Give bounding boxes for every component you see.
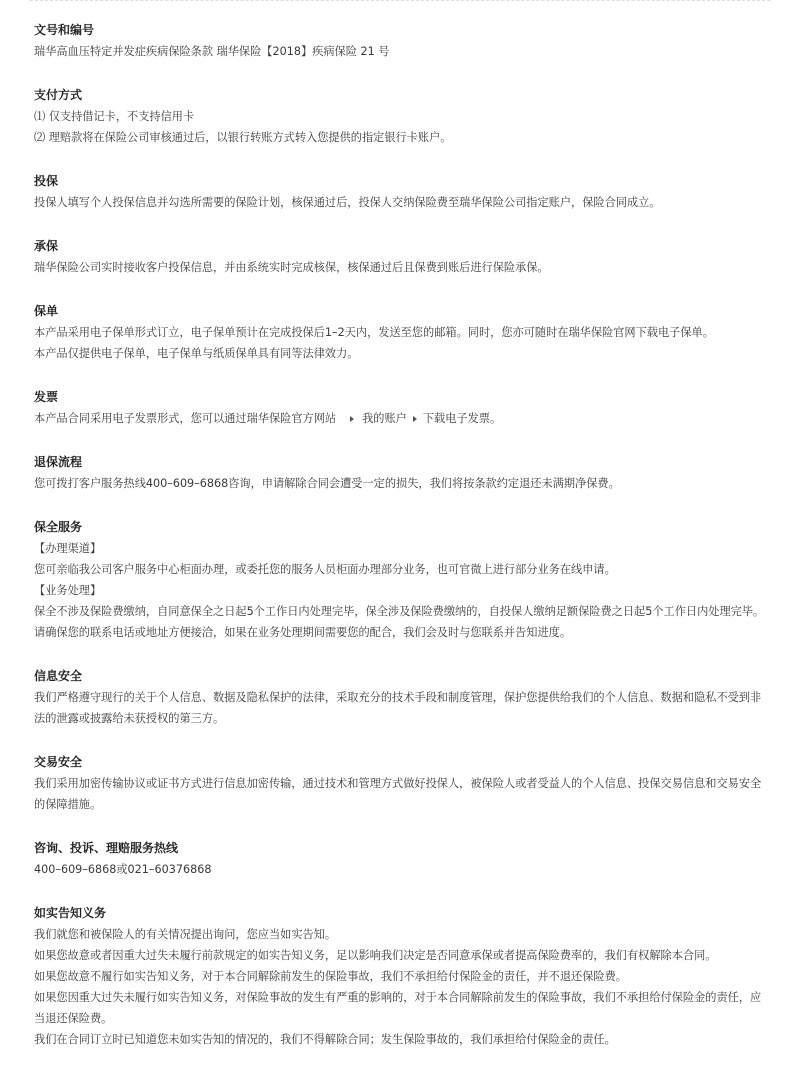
process-label: 【业务处理】 [34,584,102,597]
section-title: 保全服务 [34,520,83,534]
section-title: 文号和编号 [34,23,95,37]
section-text: 本产品仅提供电子保单，电子保单与纸质保单具有同等法律效力。 [34,347,359,360]
section-hotline [34,838,774,880]
section-text: 我们采用加密传输协议或证书方式进行信息加密传输，通过技术和管理方式做好投保人，被保险人或者受益人的个人信息、投保交易信息和交易安全的保障措施。 [34,777,762,811]
section-disclosure [34,903,774,1050]
section-text: 我们就您和被保险人的有关情况提出询问，您应当如实告知。 [34,928,337,941]
section-text: 请确保您的联系电话或地址方便接洽，如果在业务处理期间需要您的配合，我们会及时与您联系并告知进度。 [34,626,572,639]
section-text: 您可亲临我公司客户服务中心柜面办理，或委托您的服务人员柜面办理部分业务，也可官微上进行部分业务在线申请。 [34,563,616,576]
section-payment [34,85,774,148]
section-text: 瑞华保险公司实时接收客户投保信息，并由系统实时完成核保，核保通过后且保费到账后进行保险承保。 [34,261,549,274]
section-policy [34,301,774,364]
section-title: 咨询、投诉、理赔服务热线 [34,841,179,855]
section-text: 投保人填写个人投保信息并勾选所需要的保险计划，核保通过后，投保人交纳保险费至瑞华保险公司指定账户，保险合同成立。 [34,196,661,209]
section-title: 信息安全 [34,669,83,683]
section-invoice [34,387,774,429]
section-text: ⑴ 仅支持借记卡，不支持信用卡 [34,110,195,123]
section-text: 您可拨打客户服务热线400–609–6868咨询，申请解除合同会遭受一定的损失，我们将按条款约定退还未满期净保费。 [34,477,620,490]
policy-info-content [34,20,774,1073]
section-title: 交易安全 [34,755,83,769]
section-text: ⑵ 理赔款将在保险公司审核通过后，以银行转账方式转入您提供的指定银行卡账户。 [34,131,452,144]
section-text: 如果您故意或者因重大过失未履行前款规定的如实告知义务，足以影响我们决定是否同意承保或者提高保险费率的，我们有权解除本合同。 [34,949,717,962]
section-text: 如果您因重大过失未履行如实告知义务，对保险事故的发生有严重的影响的，对于本合同解除前发生的保险事故，我们不承担给付保险金的责任，应当退还保险费。 [34,991,762,1025]
top-divider [30,0,770,1]
invoice-text-after: 下载电子发票。 [422,412,502,425]
hotline-numbers: 400–609–6868或021–60376868 [34,863,212,876]
channel-label: 【办理渠道】 [34,542,102,555]
section-underwrite [34,236,774,278]
section-text [34,408,774,429]
section-text: 我们在合同订立时已知道您未如实告知的情况的，我们不得解除合同；发生保险事故的，我们承担给付保险金的责任。 [34,1033,616,1046]
section-apply [34,171,774,213]
my-account-link[interactable]: 我的账户 [362,412,407,425]
invoice-text-before: 本产品合同采用电子发票形式，您可以通过瑞华保险官方网站 [34,412,337,425]
section-title: 投保 [34,174,59,188]
section-title: 退保流程 [34,455,83,469]
section-surrender [34,452,774,494]
section-preservation [34,517,774,643]
arrow-right-icon [350,416,354,422]
section-text: 我们严格遵守现行的关于个人信息、数据及隐私保护的法律，采取充分的技术手段和制度管理，保护您提供给我们的个人信息、数据和隐私不受到非法的泄露或披露给未获授权的第三方。 [34,691,762,725]
section-info-security [34,666,774,729]
arrow-right-icon [413,416,417,422]
section-text: 保全不涉及保险费缴纳，自同意保全之日起5个工作日内处理完毕，保全涉及保险费缴纳的，自投保人缴纳足额保险费之日起5个工作日内处理完毕。 [34,605,765,618]
section-title: 承保 [34,239,59,253]
section-text: 本产品采用电子保单形式订立，电子保单预计在完成投保后1–2天内，发送至您的邮箱。同时，您亦可随时在瑞华保险官网下载电子保单。 [34,326,714,339]
section-title: 保单 [34,304,59,318]
section-text: 如果您故意不履行如实告知义务，对于本合同解除前发生的保险事故，我们不承担给付保险金的责任，并不退还保险费。 [34,970,627,983]
section-doc-number [34,20,774,62]
section-title: 发票 [34,390,59,404]
section-text: 瑞华高血压特定并发症疾病保险条款 瑞华保险【2018】疾病保险 21 号 [34,45,390,58]
section-title: 如实告知义务 [34,906,107,920]
section-title: 支付方式 [34,88,83,102]
section-trade-security [34,752,774,815]
